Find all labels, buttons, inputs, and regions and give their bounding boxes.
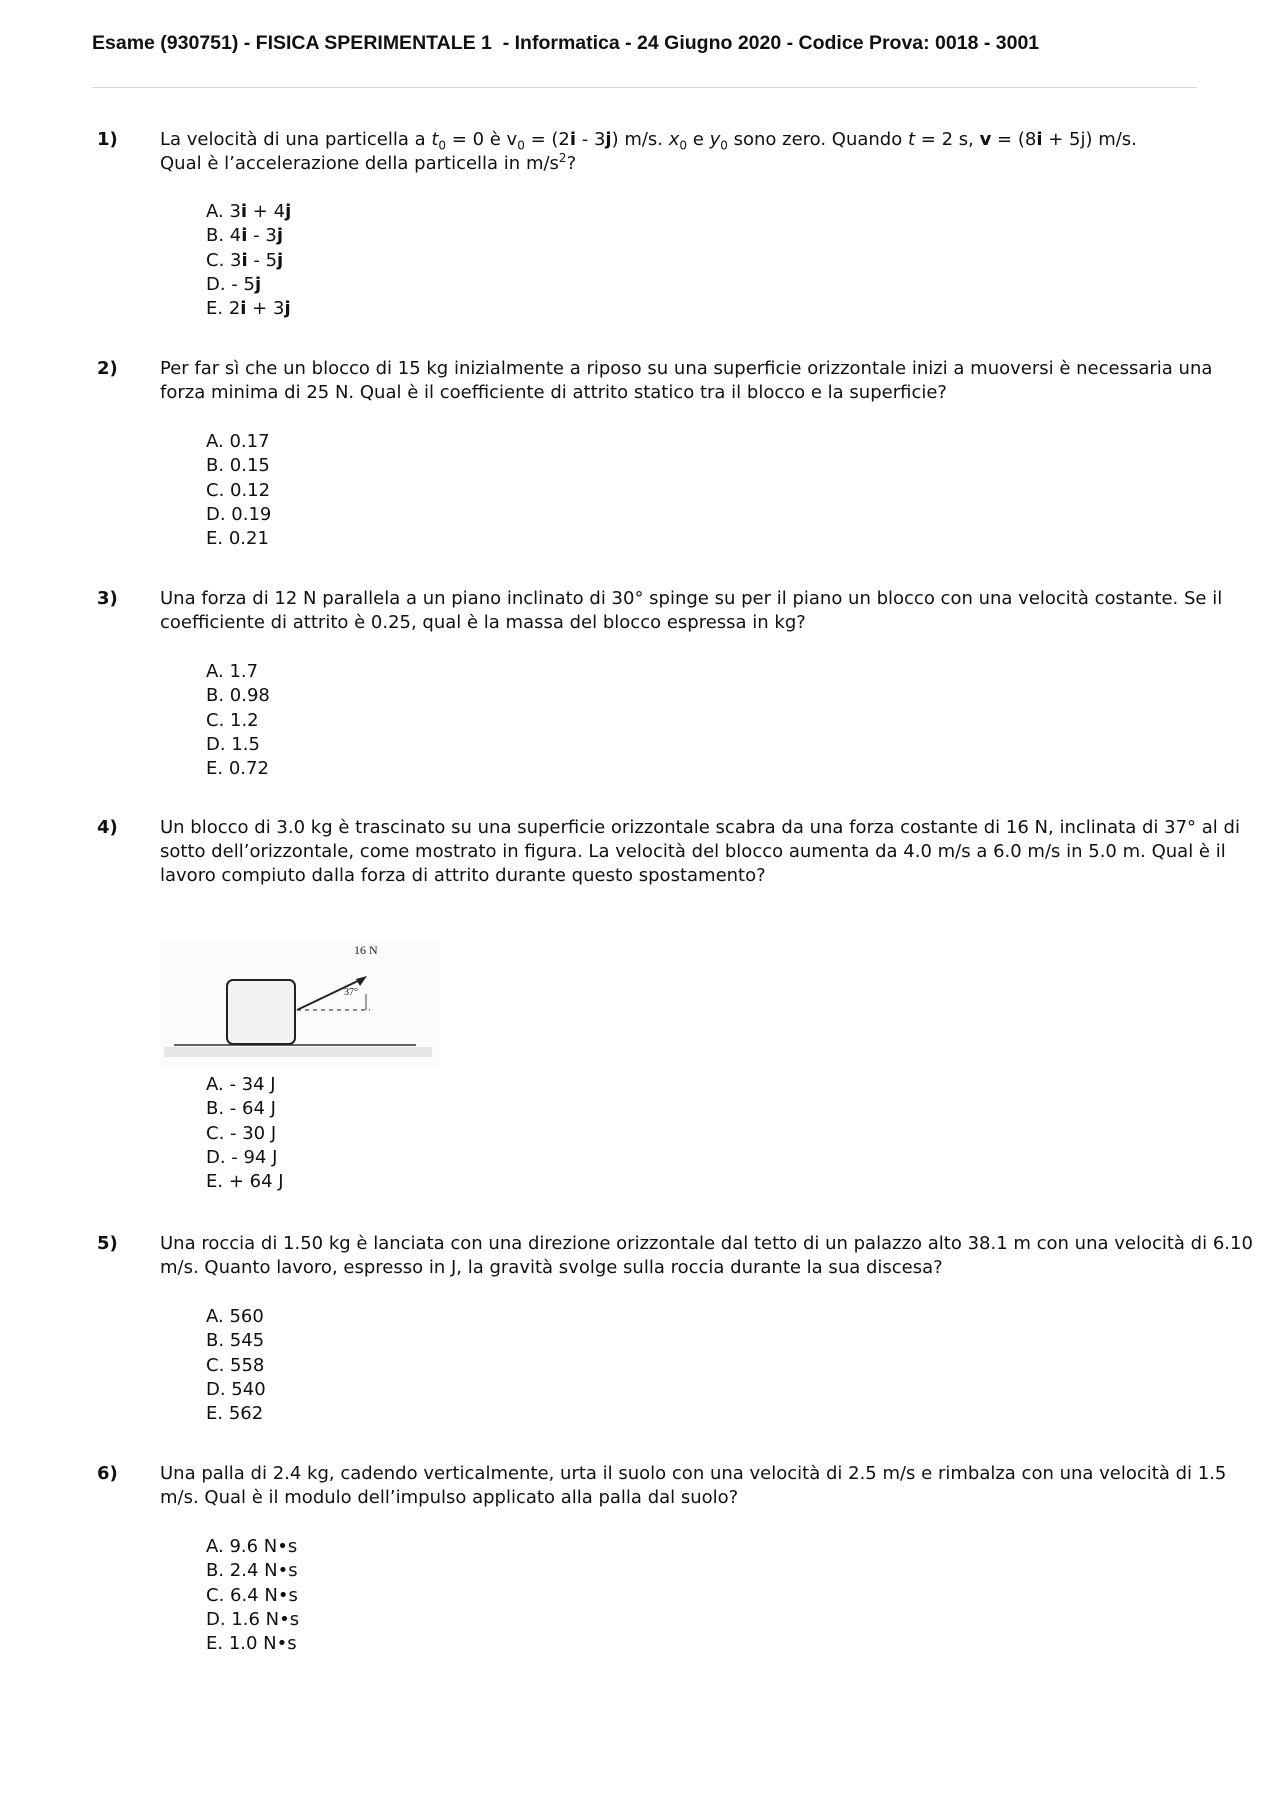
option-text: A. 3 [206,201,241,222]
answer-option-c[interactable]: C. 558 [206,1354,265,1376]
subscript: 0 [679,138,688,153]
question-number: 5) [97,1233,118,1254]
subscript: 0 [438,138,447,153]
answer-option-d[interactable] [206,273,506,297]
answer-option-b[interactable]: B. 2.4 N•s [206,1560,298,1582]
text-run: t [431,129,439,150]
option-text: + 4 [247,201,286,222]
answer-option-e[interactable]: E. 1.0 N•s [206,1633,297,1655]
answer-option-e[interactable]: E. 0.21 [206,528,269,550]
superscript: 2 [558,151,567,165]
text-run: = 2 s, [915,129,980,150]
answer-option-a[interactable]: A. 9.6 N•s [206,1536,298,1557]
question-number: 3) [97,588,118,609]
answer-option-c[interactable] [206,249,506,273]
answer-option-a[interactable] [206,200,506,224]
text-run: La velocità di una particella a [160,129,432,150]
text-run: sono zero. Quando [727,129,908,150]
unit-vector: i [241,225,248,247]
question-text: Un blocco di 3.0 kg è trascinato su una superficie orizzontale scabra da una forza costante di 16 N, inclinata di 37° al di sotto dell’orizzontale, come mostrato in figura. La velocità del blocco aumenta da 4.0 m/s a 6.0 m/s in 5.0 m. Qual è il lavoro compiuto dalla forza di attrito durante questo spostamento? [160,817,1240,886]
answer-option-d[interactable]: D. 540 [206,1378,266,1400]
options-6 [206,1535,506,1656]
answer-option-c[interactable]: C. - 30 J [206,1122,277,1144]
option-text: D. - 5 [206,273,255,295]
text-run: e [687,129,710,150]
options-2 [206,430,506,551]
question-number: 1) [97,129,118,150]
text-run: x [668,129,680,150]
answer-option-c[interactable]: C. 6.4 N•s [206,1584,298,1606]
answer-option-d[interactable]: D. 1.6 N•s [206,1608,300,1630]
option-text: E. 2 [206,298,241,320]
answer-option-a[interactable]: A. 1.7 [206,661,259,682]
question-text-line [160,152,1260,176]
answer-option-d[interactable]: D. 0.19 [206,503,272,525]
option-text: - 3 [247,225,277,247]
option-text: + 3 [246,298,285,320]
answer-option-e[interactable]: E. 0.72 [206,758,269,780]
question-text: Una forza di 12 N parallela a un piano inclinato di 30° spinge su per il piano un blocco con una velocità costante. Se il coefficiente di attrito è 0.25, qual è la massa del blocco espressa in kg? [160,588,1223,633]
force-label: 16 N [354,943,378,957]
unit-vector: j [277,249,284,271]
question-text [160,128,1260,176]
text-run: ) m/s. [611,129,669,150]
text-run: y [709,129,721,150]
unit-vector: i [569,129,577,150]
answer-option-d[interactable]: D. - 94 J [206,1146,278,1168]
answer-option-b[interactable]: B. 545 [206,1330,265,1352]
answer-option-b[interactable]: B. - 64 J [206,1098,276,1120]
question-number: 4) [97,817,118,838]
text-run: + 5j) m/s. [1042,129,1137,150]
text-run: ? [566,153,577,174]
answer-option-c[interactable]: C. 1.2 [206,709,259,731]
velocity-vector: v [979,129,992,150]
subscript: 0 [517,138,525,153]
question-text-line [160,128,1260,152]
text-run: t [907,129,916,150]
unit-vector: j [254,273,262,295]
text-run: Qual è l’accelerazione della particella in m/s [160,153,559,174]
answer-option-b[interactable]: B. 0.15 [206,455,270,477]
question-text: Una roccia di 1.50 kg è lanciata con una direzione orizzontale dal tetto di un palazzo alto 38.1 m con una velocità di 6.10 m/s. Quanto lavoro, espresso in J, la gravità svolge sulla roccia durante la sua discesa? [160,1233,1253,1278]
unit-vector: i [240,298,247,320]
option-text: B. 4 [206,225,242,247]
text-run: - 3 [576,129,606,150]
answer-option-a[interactable]: A. 560 [206,1306,264,1327]
question-text: Una palla di 2.4 kg, cadendo verticalmente, urta il suolo con una velocità di 2.5 m/s e rimbalza con una velocità di 1.5 m/s. Qual è il modulo dell’impulso applicato alla palla dal suolo? [160,1463,1227,1508]
options-3 [206,660,506,781]
answer-option-e[interactable]: E. 562 [206,1403,264,1425]
angle-label: 37° [344,987,358,998]
answer-option-c[interactable]: C. 0.12 [206,479,271,501]
answer-option-b[interactable]: B. 0.98 [206,685,270,707]
question-number: 6) [97,1463,118,1484]
option-text: - 5 [247,249,278,271]
header-divider [92,87,1197,88]
option-text: C. 3 [206,249,242,271]
question-number: 2) [97,358,118,379]
ground-hatch [164,1047,432,1057]
text-run: = (2 [524,129,570,150]
exam-header: Esame (930751) - FISICA SPERIMENTALE 1 - Informatica - 24 Giugno 2020 - Codice Prova: 0018 - 3001 [92,32,1040,54]
unit-vector: j [605,129,612,150]
answer-option-a[interactable]: A. - 34 J [206,1074,276,1095]
answer-option-b[interactable] [206,224,506,248]
answer-option-e[interactable]: E. + 64 J [206,1171,284,1193]
answer-option-d[interactable]: D. 1.5 [206,733,260,755]
options-5 [206,1305,506,1426]
unit-vector: i [241,249,248,271]
text-run: = (8 [991,129,1037,150]
unit-vector: j [285,201,292,222]
unit-vector: i [240,201,248,222]
force-diagram [160,940,440,1066]
options-4 [206,1073,506,1194]
unit-vector: i [1036,129,1043,150]
options-1 [206,200,506,321]
subscript: 0 [720,138,728,153]
unit-vector: j [276,225,283,247]
block-force-figure [160,940,440,1066]
block [227,980,295,1044]
answer-option-e[interactable] [206,297,506,321]
unit-vector: j [284,298,291,320]
text-run: = 0 è v [446,129,518,150]
question-text: Per far sì che un blocco di 15 kg inizialmente a riposo su una superficie orizzontale inizi a muoversi è necessaria una forza minima di 25 N. Qual è il coefficiente di attrito statico tra il blocco e la superficie? [160,358,1213,403]
answer-option-a[interactable]: A. 0.17 [206,431,270,452]
